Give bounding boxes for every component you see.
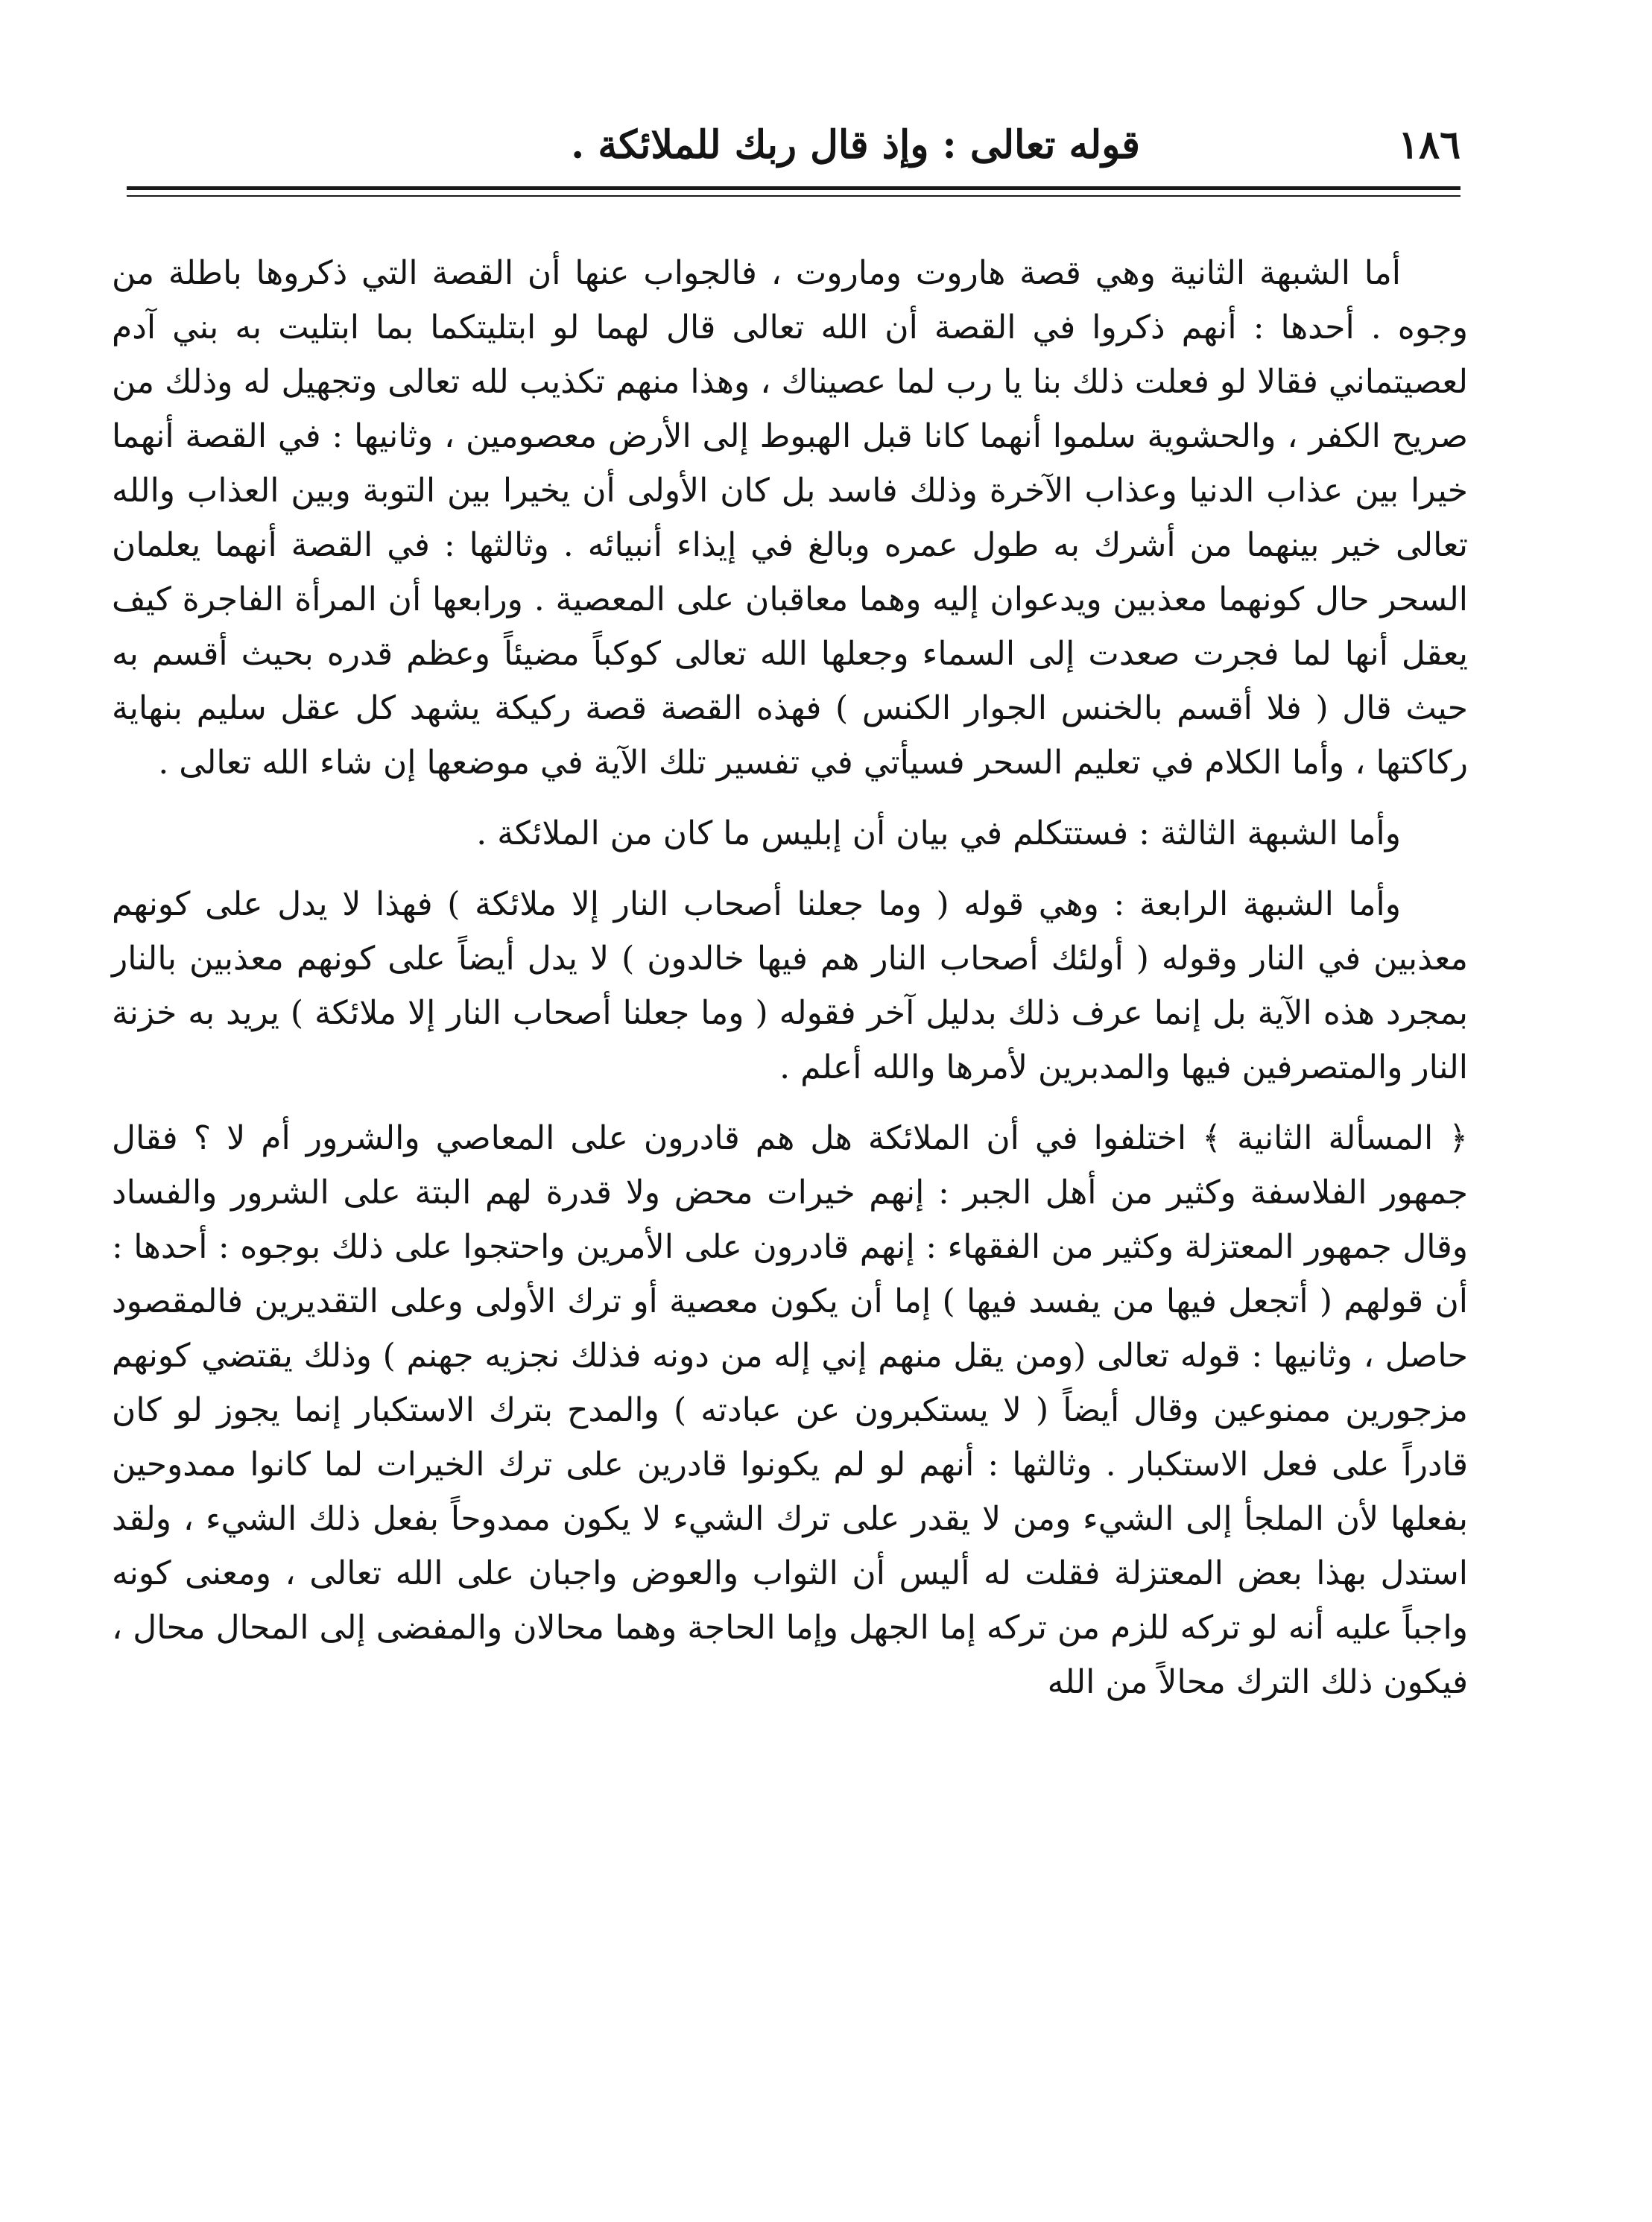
paragraph-harut-marut: أما الشبهة الثانية وهي قصة هاروت وماروت ، فالجواب عنها أن القصة التي ذكروها باطلة من وجوه . أحدها : أنهم ذكروا في القصة أن الله تعالى قال لهما لو ابتليتكما بما ابتليت به بني آدم لعصيتماني فقالا لو فعلت ذلك بنا يا رب لما عصيناك ، وهذا منهم تكذيب لله تعالى وتجهيل له وذلك من صريح الكفر ، والحشوية سلموا أنهما كانا قبل الهبوط إلى الأرض معصومين ، وثانيها : في القصة أنهما خيرا بين عذاب الدنيا وعذاب الآخرة وذلك فاسد بل كان الأولى أن يخيرا بين التوبة وبين العذاب والله تعالى خير بينهما من أشرك به طول عمره وبالغ في إيذاء أنبيائه . وثالثها : في القصة أنهما يعلمان السحر حال كونهما معذبين ويدعوان إليه وهما معاقبان على المعصية . ورابعها أن المرأة الفاجرة كيف يعقل أنها لما فجرت صعدت إلى السماء وجعلها الله تعالى كوكباً مضيئاً وعظم قدره بحيث أقسم به حيث قال ( فلا أقسم بالخنس الجوار الكنس ) فهذه القصة قصة ركيكة يشهد كل عقل سليم بنهاية ركاكتها ، وأما الكلام في تعليم السحر فسيأتي في تفسير تلك الآية في موضعها إن شاء الله تعالى . (112, 254, 1468, 782)
running-head (127, 112, 1460, 179)
header-rule (127, 186, 1460, 190)
paragraph-second-issue: ﴿ المسألة الثانية ﴾ اختلفوا في أن الملائكة هل هم قادرون على المعاصي والشرور أم لا ؟ فقال جمهور الفلاسفة وكثير من أهل الجبر : إنهم خيرات محض ولا قدرة لهم البتة على الشرور والفساد وقال جمهور المعتزلة وكثير من الفقهاء : إنهم قادرون على الأمرين واحتجوا على ذلك بوجوه : أحدها : أن قولهم ( أتجعل فيها من يفسد فيها ) إما أن يكون معصية أو ترك الأولى وعلى التقديرين فالمقصود حاصل ، وثانيها : قوله تعالى (ومن يقل منهم إني إله من دونه فذلك نجزيه جهنم ) وذلك يقتضي كونهم مزجورين ممنوعين وقال أيضاً ( لا يستكبرون عن عبادته ) والمدح بترك الاستكبار إنما يجوز لو كان قادراً على فعل الاستكبار . وثالثها : أنهم لو لم يكونوا قادرين على ترك الخيرات لما كانوا ممدوحين بفعلها لأن الملجأ إلى الشيء ومن لا يقدر على ترك الشيء لا يكون ممدوحاً بفعل ذلك الشيء ، ولقد استدل بهذا بعض المعتزلة فقلت له أليس أن الثواب والعوض واجبان على الله تعالى ، ومعنى كونه واجباً عليه أنه لو تركه للزم من تركه إما الجهل وإما الحاجة وهما محالان والمفضى إلى المحال محال ، فيكون ذلك الترك محالاً من الله (112, 1119, 1468, 1701)
body-text (112, 246, 1468, 1709)
header-rule-thin (127, 195, 1460, 197)
running-head-title: قوله تعالى : وإذ قال ربك للملائكة . (571, 122, 1140, 168)
paragraph-fourth-doubt: وأما الشبهة الرابعة : وهي قوله ( وما جعلنا أصحاب النار إلا ملائكة ) فهذا لا يدل على كونهم معذبين في النار وقوله ( أولئك أصحاب النار هم فيها خالدون ) لا يدل أيضاً على كونهم معذبين بالنار بمجرد هذه الآية بل إنما عرف ذلك بدليل آخر فقوله ( وما جعلنا أصحاب النار إلا ملائكة ) يريد به خزنة النار والمتصرفين فيها والمدبرين لأمرها والله أعلم . (112, 885, 1468, 1086)
page-number: ١٨٦ (1398, 122, 1460, 168)
paragraph-third-doubt: وأما الشبهة الثالثة : فستتكلم في بيان أن إبليس ما كان من الملائكة . (476, 814, 1401, 852)
